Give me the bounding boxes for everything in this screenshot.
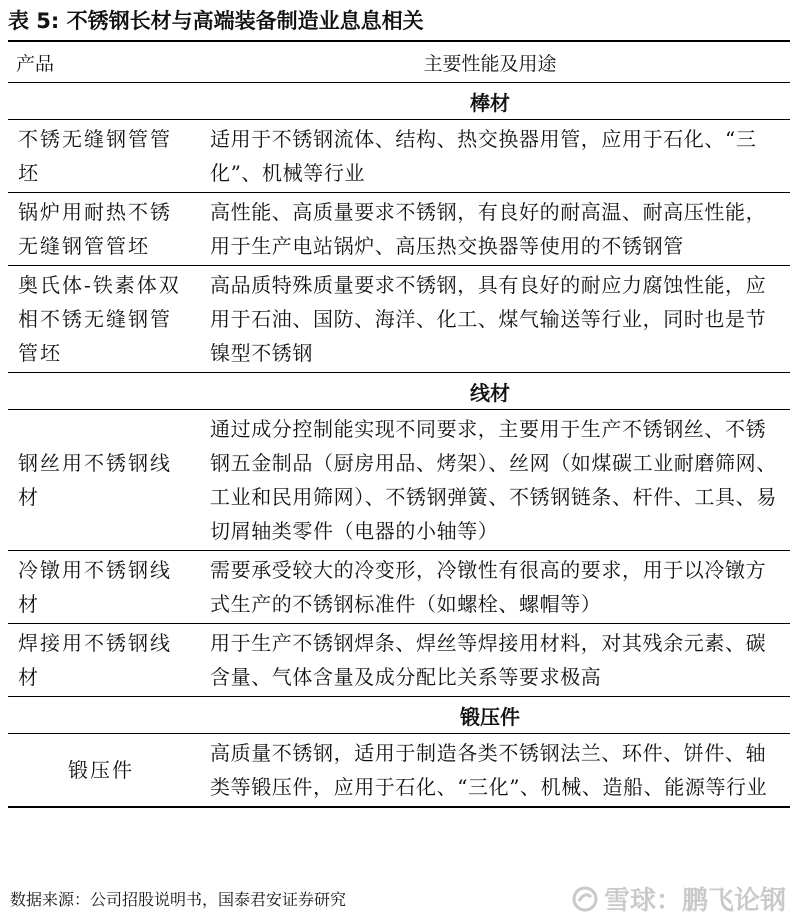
usage-text: 通过成分控制能实现不同要求，主要用于生产不锈钢丝、不锈钢五金制品（厨房用品、烤架）、丝网（如煤碳工业耐磨筛网、工业和民用筛网）、不锈钢弹簧、不锈钢链条、杆件、工具、易切屑轴类零件（电器的小轴等） <box>190 410 790 551</box>
table-row <box>8 120 790 193</box>
product-name: 冷镦用不锈钢线材 <box>8 551 190 624</box>
section-label: 棒材 <box>190 83 790 120</box>
usage-text: 高性能、高质量要求不锈钢，有良好的耐高温、耐高压性能，用于生产电站锅炉、高压热交换器等使用的不锈钢管 <box>190 193 790 266</box>
usage-text: 高质量不锈钢，适用于制造各类不锈钢法兰、环件、饼件、轴类等锻压件，应用于石化、“三化”、机械、造船、能源等行业 <box>190 734 790 808</box>
header-product: 产品 <box>8 41 190 83</box>
section-label: 锻压件 <box>190 697 790 734</box>
table-row <box>8 551 790 624</box>
table-row <box>8 410 790 551</box>
product-name: 锅炉用耐热不锈无缝钢管管坯 <box>8 193 190 266</box>
table-row <box>8 266 790 373</box>
table-title: 表 5: 不锈钢长材与高端装备制造业息息相关 <box>8 9 424 33</box>
table-row <box>8 624 790 697</box>
data-source-note: 数据来源：公司招股说明书，国泰君安证券研究 <box>10 890 347 909</box>
watermark <box>572 880 786 917</box>
product-name: 钢丝用不锈钢线材 <box>8 410 190 551</box>
table-row <box>8 734 790 808</box>
usage-text: 高品质特殊质量要求不锈钢，具有良好的耐应力腐蚀性能，应用于石油、国防、海洋、化工、煤气输送等行业，同时也是节镍型不锈钢 <box>190 266 790 373</box>
usage-text: 需要承受较大的冷变形，冷镦性有很高的要求，用于以冷镦方式生产的不锈钢标准件（如螺栓、螺帽等） <box>190 551 790 624</box>
product-name: 锻压件 <box>8 734 190 808</box>
section-row-bar <box>8 83 790 120</box>
usage-text: 适用于不锈钢流体、结构、热交换器用管，应用于石化、“三化”、机械等行业 <box>190 120 790 193</box>
usage-text: 用于生产不锈钢焊条、焊丝等焊接用材料，对其残余元素、碳含量、气体含量及成分配比关系等要求极高 <box>190 624 790 697</box>
product-name: 焊接用不锈钢线材 <box>8 624 190 697</box>
header-usage: 主要性能及用途 <box>190 41 790 83</box>
section-row-forging <box>8 697 790 734</box>
product-name: 不锈无缝钢管管坯 <box>8 120 190 193</box>
snowball-logo-icon <box>572 886 598 912</box>
section-label: 线材 <box>190 373 790 410</box>
section-row-wire <box>8 373 790 410</box>
table-header-row <box>8 41 790 83</box>
watermark-text: 雪球：鹏飞论钢 <box>603 886 786 916</box>
product-table <box>8 40 790 808</box>
product-name: 奥氏体-铁素体双相不锈无缝钢管管坯 <box>8 266 190 373</box>
table-row <box>8 193 790 266</box>
